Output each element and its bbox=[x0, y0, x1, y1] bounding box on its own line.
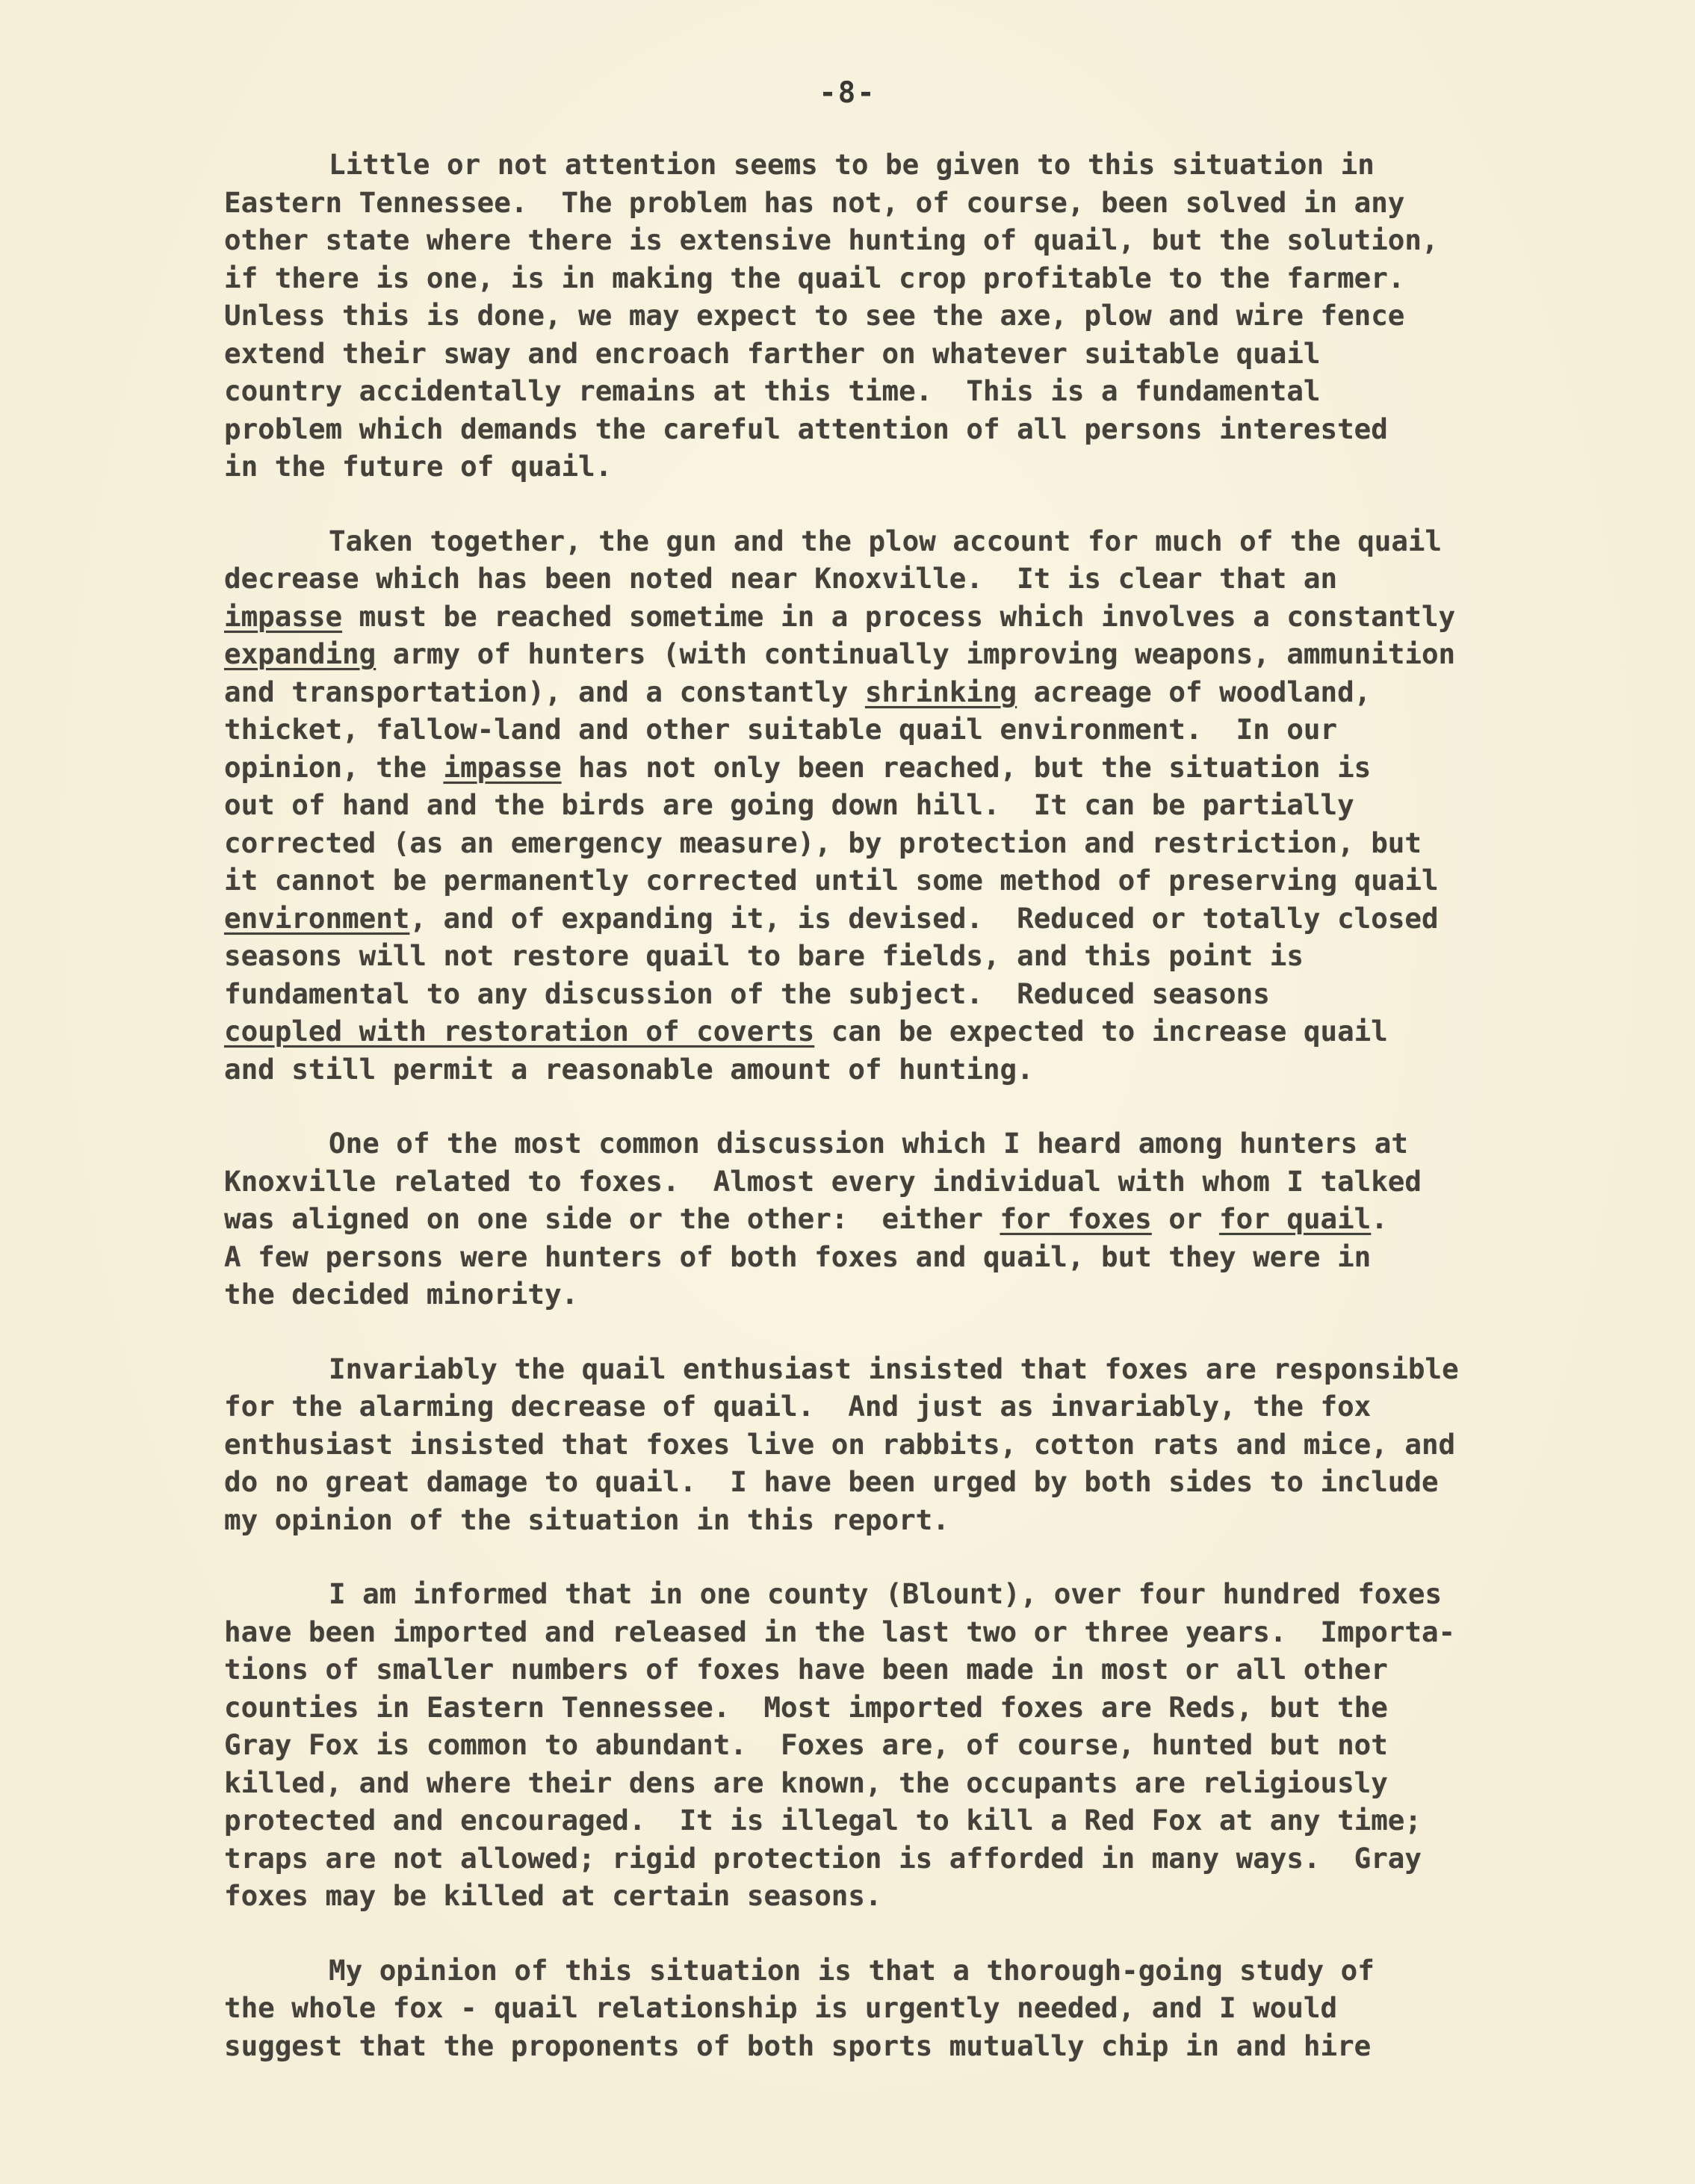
text-line bbox=[224, 410, 1614, 448]
text-segment: traps are not allowed; rigid protection is afforded in many ways. Gray bbox=[224, 1841, 1422, 1875]
text-segment: can be expected to increase quail bbox=[814, 1015, 1388, 1048]
text-line bbox=[224, 1764, 1614, 1802]
text-line bbox=[224, 372, 1614, 410]
text-line bbox=[224, 1689, 1614, 1727]
paragraph-5 bbox=[224, 1575, 1614, 1915]
text-segment: fundamental to any discussion of the subject. Reduced seasons bbox=[224, 977, 1270, 1010]
text-line bbox=[224, 861, 1614, 900]
text-segment: One of the most common discussion which I heard among hunters at bbox=[329, 1127, 1408, 1160]
text-line bbox=[224, 560, 1614, 598]
text-segment: seasons will not restore quail to bare fields, and this point is bbox=[224, 939, 1304, 972]
text-line bbox=[224, 786, 1614, 824]
text-line bbox=[224, 1350, 1614, 1388]
text-line bbox=[224, 1501, 1614, 1539]
text-segment: thicket, fallow-land and other suitable quail environment. In our bbox=[224, 713, 1338, 746]
text-line bbox=[224, 1275, 1614, 1314]
text-segment: have been imported and released in the last two or three years. Importa- bbox=[224, 1615, 1456, 1648]
text-line bbox=[224, 1726, 1614, 1764]
text-segment: extend their sway and encroach farther on whatever suitable quail bbox=[224, 336, 1321, 370]
text-segment: Taken together, the gun and the plow account for much of the quail bbox=[329, 524, 1443, 557]
text-line bbox=[224, 749, 1614, 787]
text-segment: the whole fox - quail relationship is urgently needed, and I would bbox=[224, 1991, 1338, 2024]
text-line bbox=[224, 1200, 1614, 1238]
text-segment: Knoxville related to foxes. Almost every individual with whom I talked bbox=[224, 1164, 1422, 1198]
text-segment: , and of expanding it, is devised. Reduced or totally closed bbox=[409, 901, 1439, 935]
text-line bbox=[224, 975, 1614, 1013]
text-segment: my opinion of the situation in this report. bbox=[224, 1503, 949, 1536]
text-line bbox=[224, 146, 1614, 184]
text-line bbox=[224, 335, 1614, 373]
text-line bbox=[224, 900, 1614, 938]
text-segment: tions of smaller numbers of foxes have been made in most or all other bbox=[224, 1653, 1388, 1686]
text-segment: and still permit a reasonable amount of hunting. bbox=[224, 1052, 1034, 1086]
underlined-phrase: coupled with restoration of coverts bbox=[224, 1015, 815, 1048]
text-segment: problem which demands the careful attention of all persons interested bbox=[224, 412, 1388, 445]
text-segment: Little or not attention seems to be given to this situation in bbox=[329, 148, 1375, 181]
underlined-phrase: impasse bbox=[443, 750, 562, 784]
text-line bbox=[224, 598, 1614, 636]
text-segment: A few persons were hunters of both foxes and quail, but they were in bbox=[224, 1240, 1372, 1273]
text-segment: the decided minority. bbox=[224, 1278, 579, 1311]
underlined-phrase: for quail bbox=[1219, 1202, 1372, 1235]
text-segment: in the future of quail. bbox=[224, 450, 613, 483]
text-segment: killed, and where their dens are known, the occupants are religiously bbox=[224, 1766, 1388, 1799]
text-line bbox=[224, 1651, 1614, 1689]
text-line bbox=[224, 1051, 1614, 1089]
text-line bbox=[224, 1012, 1614, 1051]
text-segment: suggest that the proponents of both sports mutually chip in and hire bbox=[224, 2029, 1372, 2062]
text-line bbox=[224, 221, 1614, 259]
text-segment: has not only been reached, but the situation is bbox=[561, 750, 1372, 784]
text-segment: must be reached sometime in a process which involves a constantly bbox=[342, 599, 1456, 633]
text-segment: My opinion of this situation is that a thorough-going study of bbox=[329, 1953, 1375, 1987]
paragraph-6 bbox=[224, 1952, 1614, 2065]
document-body bbox=[224, 146, 1614, 2101]
text-line bbox=[224, 1463, 1614, 1501]
underlined-phrase: for foxes bbox=[1000, 1202, 1152, 1235]
text-line bbox=[224, 824, 1614, 862]
text-line bbox=[224, 1801, 1614, 1840]
text-line bbox=[224, 448, 1614, 486]
text-line bbox=[224, 1952, 1614, 1990]
text-line bbox=[224, 259, 1614, 297]
paragraph-2 bbox=[224, 522, 1614, 1089]
underlined-phrase: expanding bbox=[224, 637, 377, 670]
text-line bbox=[224, 184, 1614, 222]
text-line bbox=[224, 1613, 1614, 1651]
text-segment: if there is one, is in making the quail crop profitable to the farmer. bbox=[224, 261, 1405, 294]
text-segment: Eastern Tennessee. The problem has not, of course, been solved in any bbox=[224, 185, 1405, 219]
text-segment: out of hand and the birds are going down hill. It can be partially bbox=[224, 788, 1354, 821]
text-line bbox=[224, 1426, 1614, 1464]
text-segment: I am informed that in one county (Blount), over four hundred foxes bbox=[329, 1577, 1443, 1610]
text-line bbox=[224, 1989, 1614, 2027]
text-segment: Invariably the quail enthusiast insisted that foxes are responsible bbox=[329, 1352, 1459, 1385]
text-line bbox=[224, 2027, 1614, 2065]
text-line bbox=[224, 1877, 1614, 1915]
text-line bbox=[224, 937, 1614, 975]
text-segment: foxes may be killed at certain seasons. bbox=[224, 1879, 882, 1912]
text-segment: Unless this is done, we may expect to see the axe, plow and wire fence bbox=[224, 299, 1405, 332]
text-segment: was aligned on one side or the other: either bbox=[224, 1202, 1000, 1235]
text-segment: counties in Eastern Tennessee. Most imported foxes are Reds, but the bbox=[224, 1690, 1388, 1724]
underlined-phrase: environment bbox=[224, 901, 410, 935]
text-segment: for the alarming decrease of quail. And just as invariably, the fox bbox=[224, 1390, 1372, 1423]
text-segment: do no great damage to quail. I have been urged by both sides to include bbox=[224, 1465, 1439, 1498]
text-segment: other state where there is extensive hunting of quail, but the solution, bbox=[224, 223, 1439, 256]
page-number: -8- bbox=[819, 76, 876, 110]
text-line bbox=[224, 297, 1614, 335]
text-line bbox=[224, 1575, 1614, 1613]
text-segment: protected and encouraged. It is illegal to kill a Red Fox at any time; bbox=[224, 1804, 1422, 1837]
text-segment: Gray Fox is common to abundant. Foxes are, of course, hunted but not bbox=[224, 1728, 1388, 1761]
text-line bbox=[224, 635, 1614, 673]
text-segment: and transportation), and a constantly bbox=[224, 675, 865, 708]
text-segment: country accidentally remains at this time. This is a fundamental bbox=[224, 374, 1321, 407]
text-line bbox=[224, 1388, 1614, 1426]
underlined-phrase: shrinking bbox=[864, 675, 1017, 708]
text-segment: corrected (as an emergency measure), by protection and restriction, but bbox=[224, 826, 1422, 859]
text-line bbox=[224, 1840, 1614, 1878]
text-segment: decrease which has been noted near Knoxville. It is clear that an bbox=[224, 562, 1338, 595]
paragraph-4 bbox=[224, 1350, 1614, 1539]
text-segment: enthusiast insisted that foxes live on rabbits, cotton rats and mice, and bbox=[224, 1427, 1456, 1461]
text-segment: it cannot be permanently corrected until some method of preserving quail bbox=[224, 864, 1439, 897]
paragraph-3 bbox=[224, 1125, 1614, 1314]
text-line bbox=[224, 711, 1614, 749]
text-line bbox=[224, 1238, 1614, 1276]
text-line bbox=[224, 673, 1614, 711]
text-segment: or bbox=[1151, 1202, 1220, 1235]
text-segment: army of hunters (with continually improving weapons, ammunition bbox=[376, 637, 1456, 670]
text-segment: opinion, the bbox=[224, 750, 444, 784]
text-segment: . bbox=[1371, 1202, 1388, 1235]
text-line bbox=[224, 1163, 1614, 1201]
text-line bbox=[224, 1125, 1614, 1163]
text-line bbox=[224, 522, 1614, 560]
paragraph-1 bbox=[224, 146, 1614, 486]
underlined-phrase: impasse bbox=[224, 599, 343, 633]
text-segment: acreage of woodland, bbox=[1017, 675, 1372, 708]
